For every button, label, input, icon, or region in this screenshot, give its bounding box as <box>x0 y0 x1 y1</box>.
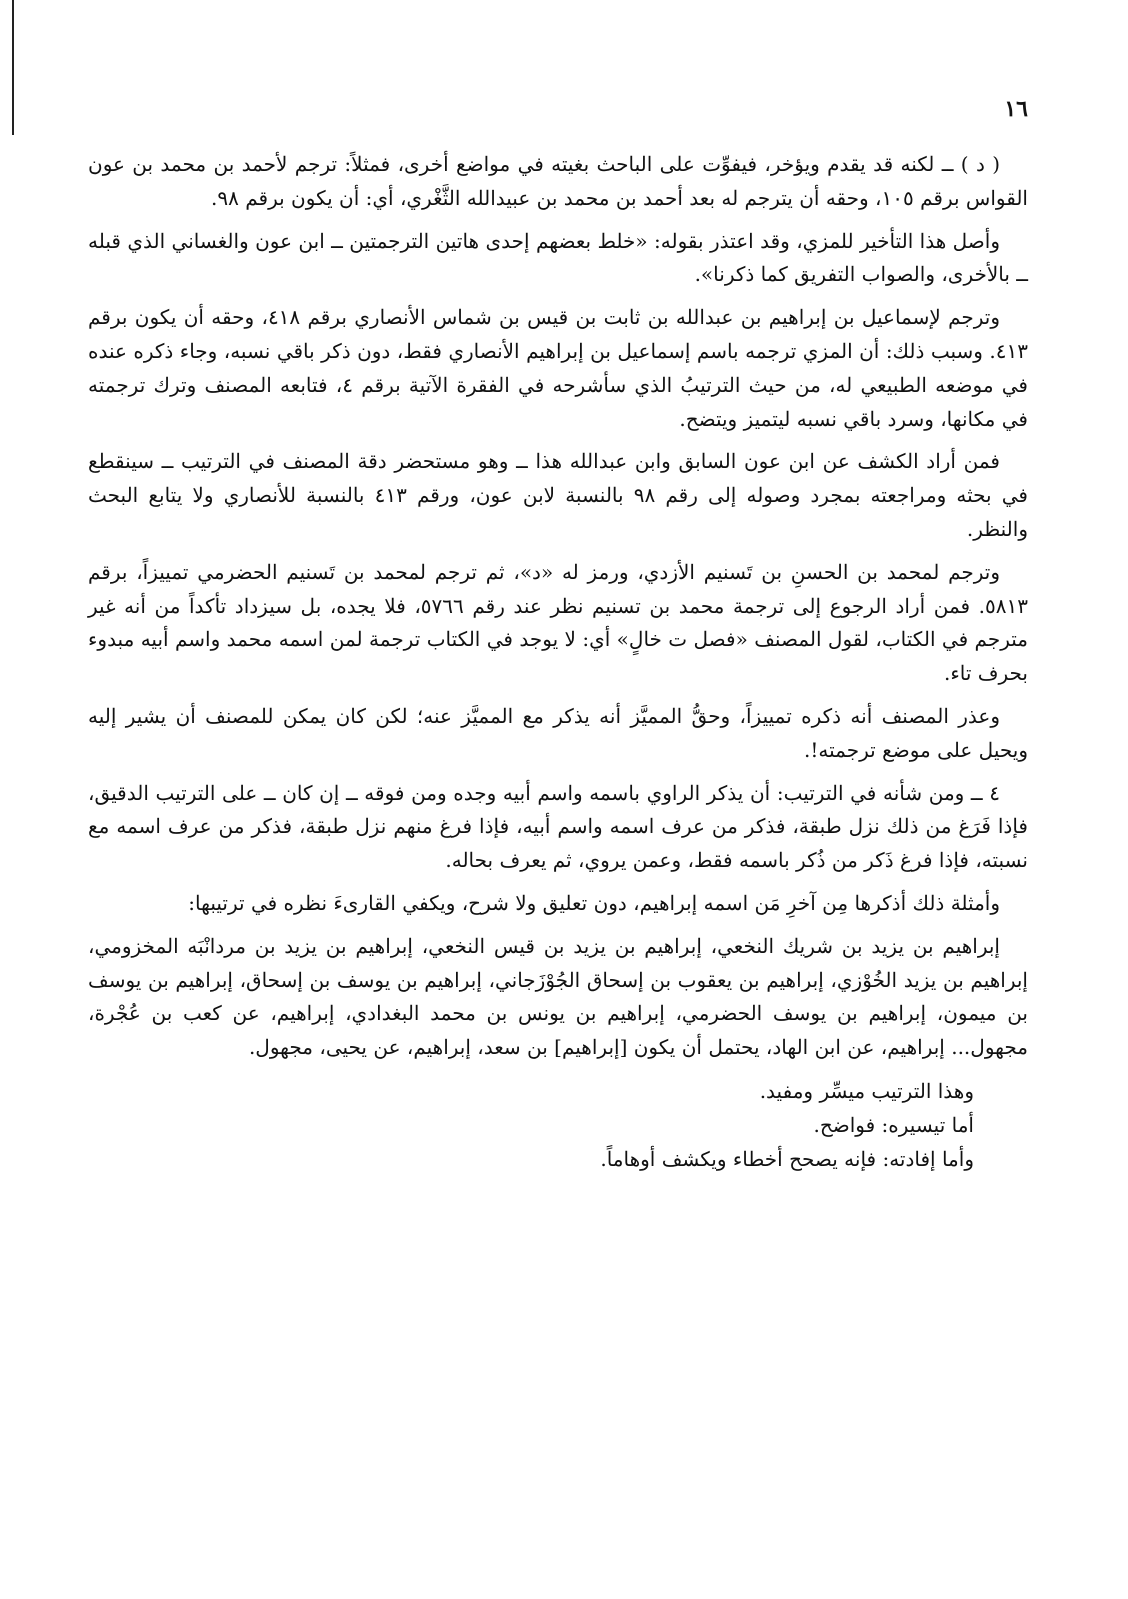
paragraph-ordering-rule-4: ٤ ــ ومن شأنه في الترتيب: أن يذكر الراوي باسمه واسم أبيه وجده ومن فوقه ــ إن كان ــ على الترتيب الدقيق، فإذا فَرَغ من ذلك نزل طبقة، فذكر من عرف اسمه واسم أبيه، فإذا فرغ منهم نزل طبقة، فذكر من عرف اسمه مع نسبته، فإذا فرغ ذَكر من ذُكر باسمه فقط، وعمن يروي، ثم يعرف بحاله. <box>88 780 1028 873</box>
paragraph-ibrahim-list: إبراهيم بن يزيد بن شريك النخعي، إبراهيم بن يزيد بن قيس النخعي، إبراهيم بن يزيد بن مردانْبَه المخزومي، إبراهيم بن يزيد الخُوْزي، إبراهيم بن يعقوب بن إسحاق الجُوْزَجاني، إبراهيم بن يوسف بن إسحاق، إبراهيم بن يوسف بن ميمون، إبراهيم بن يوسف الحضرمي، إبراهيم بن يونس بن محمد البغدادي، إبراهيم، عن كعب بن عُجْرة، مجهول... إبراهيم، عن ابن الهاد، يحتمل أن يكون [إبراهيم] بن سعد، إبراهيم، عن يحيى، مجهول. <box>88 933 1028 1060</box>
paragraph-ismail-entry: وترجم لإسماعيل بن إبراهيم بن عبدالله بن ثابت بن قيس بن شماس الأنصاري برقم ٤١٨، وحقه أن يكون برقم ٤١٣. وسبب ذلك: أن المزي ترجمه باسم إسماعيل بن إبراهيم الأنصاري فقط، دون ذكر باقي نسبه، وجاء ذكره عنده في موضعه الطبيعي له، من حيث الترتيبُ الذي سأشرحه في الفقرة الآتية برقم ٤، فتابعه المصنف وترك ترجمته في مكانها، وسرد باقي نسبه ليتميز ويتضح. <box>88 305 1028 431</box>
closing-line: وأما إفادته: فإنه يصحح أخطاء ويكشف أوهاماً. <box>600 1146 974 1171</box>
paragraph-examples-intro: وأمثلة ذلك أذكرها مِن آخرِ مَن اسمه إبراهيم، دون تعليق ولا شرح، ويكفي القارىءَ نظره في ترتيبها: <box>188 890 1000 915</box>
closing-lines <box>88 1075 1028 1176</box>
paragraph-mizzi-delay: وأصل هذا التأخير للمزي، وقد اعتذر بقوله: «خلط بعضهم إحدى هاتين الترجمتين ــ ابن عون والغساني الذي قبله ــ بالأخرى، والصواب التفريق كما ذكرنا». <box>88 228 1028 287</box>
scan-edge-line <box>12 0 14 135</box>
page-body <box>88 148 1028 1176</box>
paragraph-d-example: ( د ) ــ لكنه قد يقدم ويؤخر، فيفوِّت على الباحث بغيته في مواضع أخرى، فمثلاً: ترجم لأحمد بن محمد بن عون القواس برقم ١٠٥، وحقه أن يترجم له بعد أحمد بن محمد بن عبيدالله الثَّغْري، أي: أن يكون برقم ٩٨. <box>88 152 1028 210</box>
paragraph-search-consequence: فمن أراد الكشف عن ابن عون السابق وابن عبدالله هذا ــ وهو مستحضر دقة المصنف في الترتيب ــ سينقطع في بحثه ومراجعته بمجرد وصوله إلى رقم ٩٨ بالنسبة لابن عون، ورقم ٤١٣ بالنسبة للأنصاري ولا يتابع البحث والنظر. <box>88 449 1028 541</box>
paragraph-author-excuse: وعذر المصنف أنه ذكره تمييزاً، وحقُّ المميَّز أنه يذكر مع المميَّز عنه؛ لكن كان يمكن للمصنف أن يشير إليه ويحيل على موضع ترجمته!. <box>88 703 1028 762</box>
closing-line: وهذا الترتيب ميسِّر ومفيد. <box>759 1078 974 1103</box>
page-number: ١٦ <box>1004 96 1028 122</box>
paragraph-muhammad-tasnim: وترجم لمحمد بن الحسنِ بن تَسنيم الأزدي، ورمز له «د»، ثم ترجم لمحمد بن تَسنيم الحضرمي تمييزاً، برقم ٥٨١٣. فمن أراد الرجوع إلى ترجمة محمد بن تسنيم نظر عند رقم ٥٧٦٦، فلا يجده، بل سيزداد تأكداً من أنه غير مترجم في الكتاب، لقول المصنف «فصل ت خالٍ» أي: لا يوجد في الكتاب ترجمة لمن اسمه محمد واسم أبيه مبدوء بحرف تاء. <box>88 559 1028 686</box>
closing-line: أما تيسيره: فواضح. <box>813 1112 974 1137</box>
